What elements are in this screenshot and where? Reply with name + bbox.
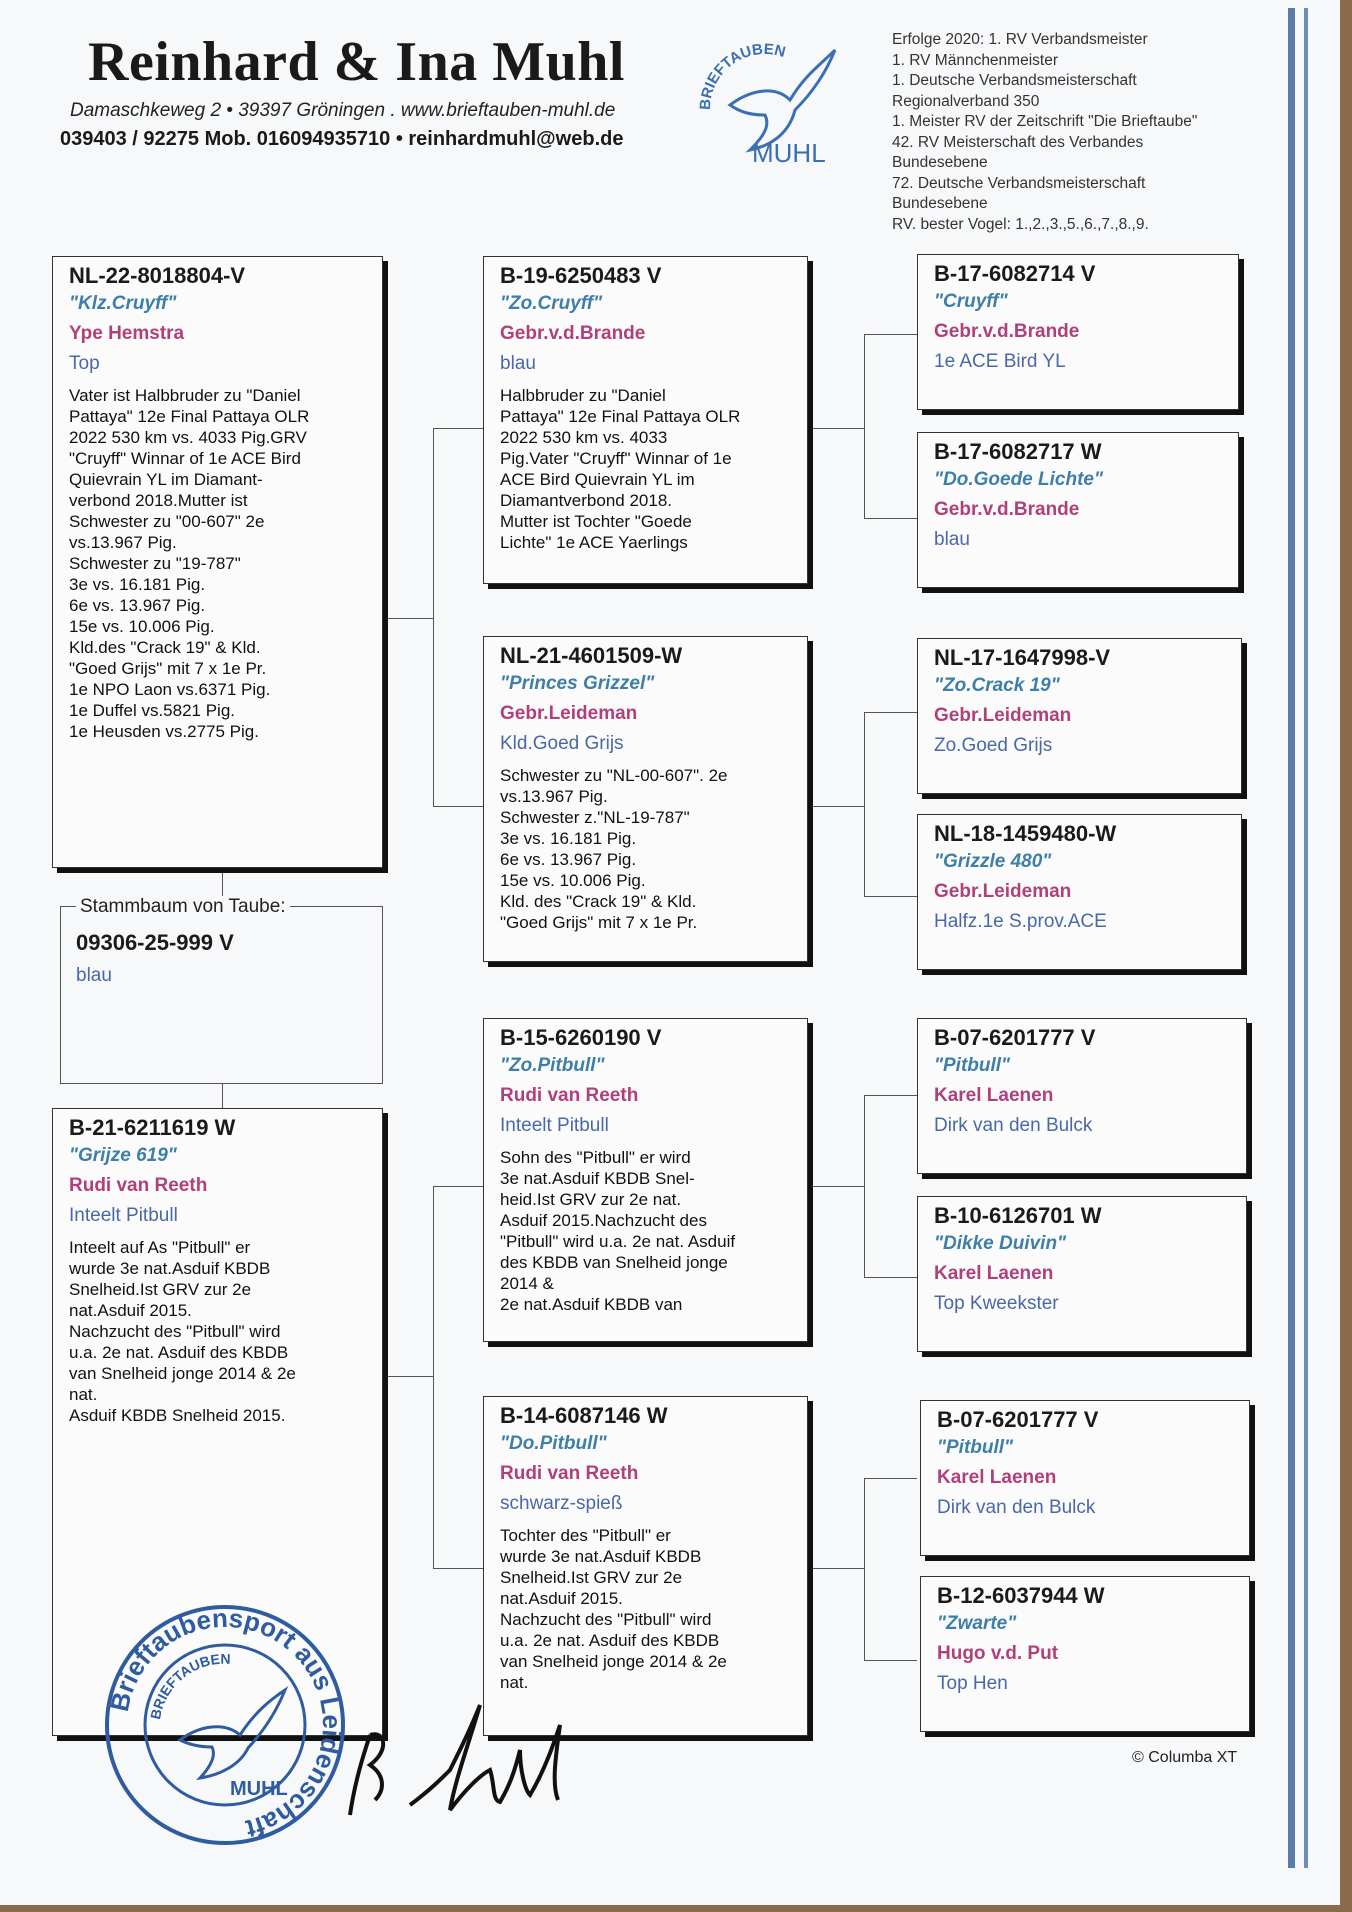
pigeon-color: Inteelt Pitbull: [69, 1205, 178, 1226]
address: Damaschkeweg 2 • 39397 Gröningen . www.brieftauben-muhl.de: [70, 100, 616, 121]
connector-line: [864, 334, 917, 335]
connector-line: [864, 334, 865, 518]
ring-number: NL-22-8018804-V: [69, 263, 246, 288]
ring-number: NL-17-1647998-V: [934, 645, 1111, 670]
breeder: Gebr.v.d.Brande: [500, 323, 646, 344]
svg-text:BRIEFTAUBEN: [147, 1651, 231, 1721]
ring-number: B-07-6201777 V: [937, 1407, 1099, 1432]
great-grandparent-card: [917, 638, 1242, 794]
father-card: [52, 256, 383, 868]
connector-line: [864, 1095, 865, 1277]
grandparent-card: [483, 256, 808, 584]
connector-line: [433, 1186, 434, 1568]
great-grandparent-card: [917, 254, 1239, 410]
ring-number: B-15-6260190 V: [500, 1025, 662, 1050]
honor-line: Erfolge 2020: 1. RV Verbandsmeister: [892, 31, 1148, 48]
connector-line: [222, 1084, 223, 1110]
honor-line: 42. RV Meisterschaft des Verbandes: [892, 133, 1144, 151]
honor-line: 72. Deutsche Verbandsmeisterschaft: [892, 174, 1146, 192]
connector-line: [864, 518, 917, 519]
grandparent-card: [483, 1018, 808, 1342]
pigeon-color: Kld.Goed Grijs: [500, 733, 624, 754]
breeder: Rudi van Reeth: [69, 1175, 208, 1196]
grandparent-card: [483, 1396, 808, 1736]
grandparent-card: [483, 636, 808, 962]
honor-line: 1. Deutsche Verbandsmeisterschaft: [892, 72, 1137, 89]
breeder: Gebr.v.d.Brande: [934, 321, 1080, 342]
honors-list: [892, 30, 1272, 235]
logo-arc-text: BRIEFTAUBEN: [696, 40, 788, 111]
connector-line: [433, 1186, 483, 1187]
breeder: Gebr.Leideman: [934, 705, 1072, 726]
connector-line: [864, 712, 917, 713]
connector-line: [864, 1478, 917, 1479]
connector-line: [864, 712, 865, 896]
pigeon-name: "Zo.Crack 19": [934, 675, 1060, 696]
pigeon-name: "Klz.Cruyff": [69, 293, 177, 314]
page-title: Reinhard & Ina Muhl: [88, 31, 625, 93]
breeder: Karel Laenen: [934, 1085, 1054, 1106]
connector-line: [864, 1478, 865, 1660]
honor-line: 1. RV Männchenmeister: [892, 51, 1058, 69]
great-grandparent-card: [917, 814, 1242, 970]
ring-number: B-17-6082717 W: [934, 439, 1102, 464]
pigeon-color: Zo.Goed Grijs: [934, 735, 1053, 756]
pigeon-name: "Do.Pitbull": [500, 1433, 607, 1454]
breeder: Karel Laenen: [934, 1263, 1054, 1284]
connector-line: [864, 1277, 917, 1278]
pigeon-name: "Pitbull": [937, 1437, 1014, 1458]
pigeon-name: "Zo.Cruyff": [500, 293, 603, 314]
connector-line: [433, 1568, 483, 1569]
honor-line: 1. Meister RV der Zeitschrift "Die Brieftaube": [892, 113, 1198, 130]
ring-number: B-07-6201777 V: [934, 1025, 1096, 1050]
stamp-inner-brand: MUHL: [230, 1778, 288, 1800]
honor-line: Regionalverband 350: [892, 92, 1040, 110]
great-grandparent-card: [917, 1196, 1247, 1352]
honor-line: Bundesebene: [892, 195, 988, 212]
pigeon-color: 1e ACE Bird YL: [934, 351, 1066, 372]
connector-line: [864, 896, 917, 897]
ring-number: NL-21-4601509-W: [500, 643, 683, 668]
stamp-inner-text: BRIEFTAUBEN: [147, 1650, 231, 1721]
pigeon-name: "Zo.Pitbull": [500, 1055, 605, 1076]
subject-ring-number: 09306-25-999 V: [76, 930, 234, 955]
description: Schwester zu "NL-00-607". 2e vs.13.967 Pig. Schwester z."NL-19-787" 3e vs. 16.181 Pig. 6e vs. 13.967 Pig. 15e vs. 10.006 Pig. Kld. des "Crack 19" & Kld. "Goed Grijs" mit 7 x 1e Pr.: [500, 766, 728, 932]
great-grandparent-card: [920, 1576, 1250, 1732]
pigeon-name: "Do.Goede Lichte": [934, 469, 1103, 490]
great-grandparent-card: [917, 1018, 1247, 1174]
stamp-outer-text: Brieftaubensport aus Leidenschaft: [103, 1602, 348, 1845]
breeder: Gebr.Leideman: [500, 703, 638, 724]
connector-line: [808, 1568, 864, 1569]
ring-number: B-14-6087146 W: [500, 1403, 668, 1428]
connector-line: [808, 806, 864, 807]
connector-line: [383, 1376, 433, 1377]
great-grandparent-card: [920, 1400, 1250, 1556]
copyright: © Columba XT: [1132, 1749, 1238, 1766]
connector-line: [864, 1095, 917, 1096]
ring-number: NL-18-1459480-W: [934, 821, 1117, 846]
great-grandparent-card: [917, 432, 1239, 588]
svg-text:BRIEFTAUBEN: [697, 41, 787, 111]
pigeon-color: Inteelt Pitbull: [500, 1115, 609, 1136]
margin-rule: [1304, 8, 1308, 1868]
pigeon-color: schwarz-spieß: [500, 1493, 623, 1514]
pigeon-color: Dirk van den Bulck: [934, 1115, 1093, 1136]
pigeon-color: Halfz.1e S.prov.ACE: [934, 911, 1107, 932]
honor-line: Bundesebene: [892, 154, 988, 171]
description: Tochter des "Pitbull" er wurde 3e nat.Asduif KBDB Snelheid.Ist GRV zur 2e nat.Asduif 2015. Nachzucht des "Pitbull" wird u.a. 2e nat. Asduif des KBDB van Snelheid jonge 2014 & 2e nat.: [500, 1526, 727, 1692]
ring-number: B-19-6250483 V: [500, 263, 662, 288]
breeder: Gebr.v.d.Brande: [934, 499, 1080, 520]
pigeon-name: "Dikke Duivin": [934, 1233, 1067, 1254]
ring-number: B-21-6211619 W: [69, 1115, 236, 1140]
pigeon-color: Top Kweekster: [934, 1293, 1059, 1314]
breeder: Gebr.Leideman: [934, 881, 1072, 902]
pigeon-color: Top Hen: [937, 1673, 1008, 1694]
pigeon-name: "Zwarte": [937, 1613, 1017, 1634]
connector-line: [383, 618, 433, 619]
ring-number: B-17-6082714 V: [934, 261, 1096, 286]
breeder: Ype Hemstra: [69, 323, 185, 344]
description: Inteelt auf As "Pitbull" er wurde 3e nat.Asduif KBDB Snelheid.Ist GRV zur 2e nat.Asduif 2015. Nachzucht des "Pitbull" wird u.a. 2e nat. Asduif des KBDB van Snelheid jonge 2014 & 2e nat. Asduif KBDB Snelheid 2015.: [69, 1238, 296, 1425]
pigeon-color: Dirk van den Bulck: [937, 1497, 1096, 1518]
pigeon-name: "Pitbull": [934, 1055, 1011, 1076]
breeder: Karel Laenen: [937, 1467, 1057, 1488]
connector-line: [433, 806, 483, 807]
pigeon-name: "Princes Grizzel": [500, 673, 655, 694]
subject-color: blau: [76, 965, 112, 986]
pigeon-color: blau: [934, 529, 970, 550]
connector-line: [864, 1660, 917, 1661]
description: Vater ist Halbbruder zu "Daniel Pattaya" 12e Final Pattaya OLR 2022 530 km vs. 4033 Pig.GRV "Cruyff" Winnar of 1e ACE Bird Quievrain YL im Diamant- verbond 2018.Mutter ist Schwester zu "00-607" 2e vs.13.967 Pig. Schwester zu "19-787" 3e vs. 16.181 Pig. 6e vs. 13.967 Pig. 15e vs. 10.006 Pig. Kld.des "Crack 19" & Kld. "Goed Grijs" mit 7 x 1e Pr. 1e NPO Laon vs.6371 Pig. 1e Duffel vs.5821 Pig. 1e Heusden vs.2775 Pig.: [69, 386, 310, 741]
breeder: Rudi van Reeth: [500, 1085, 639, 1106]
ring-number: B-10-6126701 W: [934, 1203, 1102, 1228]
connector-line: [433, 428, 434, 806]
honor-line: RV. bester Vogel: 1.,2.,3.,5.,6.,7.,8.,9.: [892, 215, 1149, 233]
subject-label: Stammbaum von Taube:: [76, 896, 290, 918]
description: Halbbruder zu "Daniel Pattaya" 12e Final Pattaya OLR 2022 530 km vs. 4033 Pig.Vater "Cruyff" Winnar of 1e ACE Bird Quievrain YL im Diamantverbond 2018. Mutter ist Tochter "Goede Lichte" 1e ACE Yaerlings: [500, 386, 741, 552]
signature-icon: [330, 1690, 630, 1830]
connector-line: [808, 1186, 864, 1187]
connector-line: [808, 428, 864, 429]
ring-number: B-12-6037944 W: [937, 1583, 1105, 1608]
pigeon-name: "Grizzle 480": [934, 851, 1052, 872]
breeder: Rudi van Reeth: [500, 1463, 639, 1484]
dove-logo-icon: [690, 30, 850, 180]
margin-rule: [1288, 8, 1295, 1868]
breeder: Hugo v.d. Put: [937, 1643, 1059, 1664]
pigeon-name: "Cruyff": [934, 291, 1008, 312]
connector-line: [433, 428, 483, 429]
club-stamp-icon: [100, 1600, 350, 1850]
pigeon-name: "Grijze 619": [69, 1145, 177, 1166]
pigeon-color: Top: [69, 353, 100, 374]
contact-line: 039403 / 92275 Mob. 016094935710 • reinhardmuhl@web.de: [60, 128, 624, 150]
pigeon-color: blau: [500, 353, 536, 374]
logo-text: MUHL: [752, 138, 826, 168]
description: Sohn des "Pitbull" er wird 3e nat.Asduif KBDB Snel- heid.Ist GRV zur 2e nat. Asduif 2015.Nachzucht des "Pitbull" wird u.a. 2e nat. Asduif des KBDB van Snelheid jonge 2014 & 2e nat.Asduif KBDB van: [500, 1148, 736, 1314]
